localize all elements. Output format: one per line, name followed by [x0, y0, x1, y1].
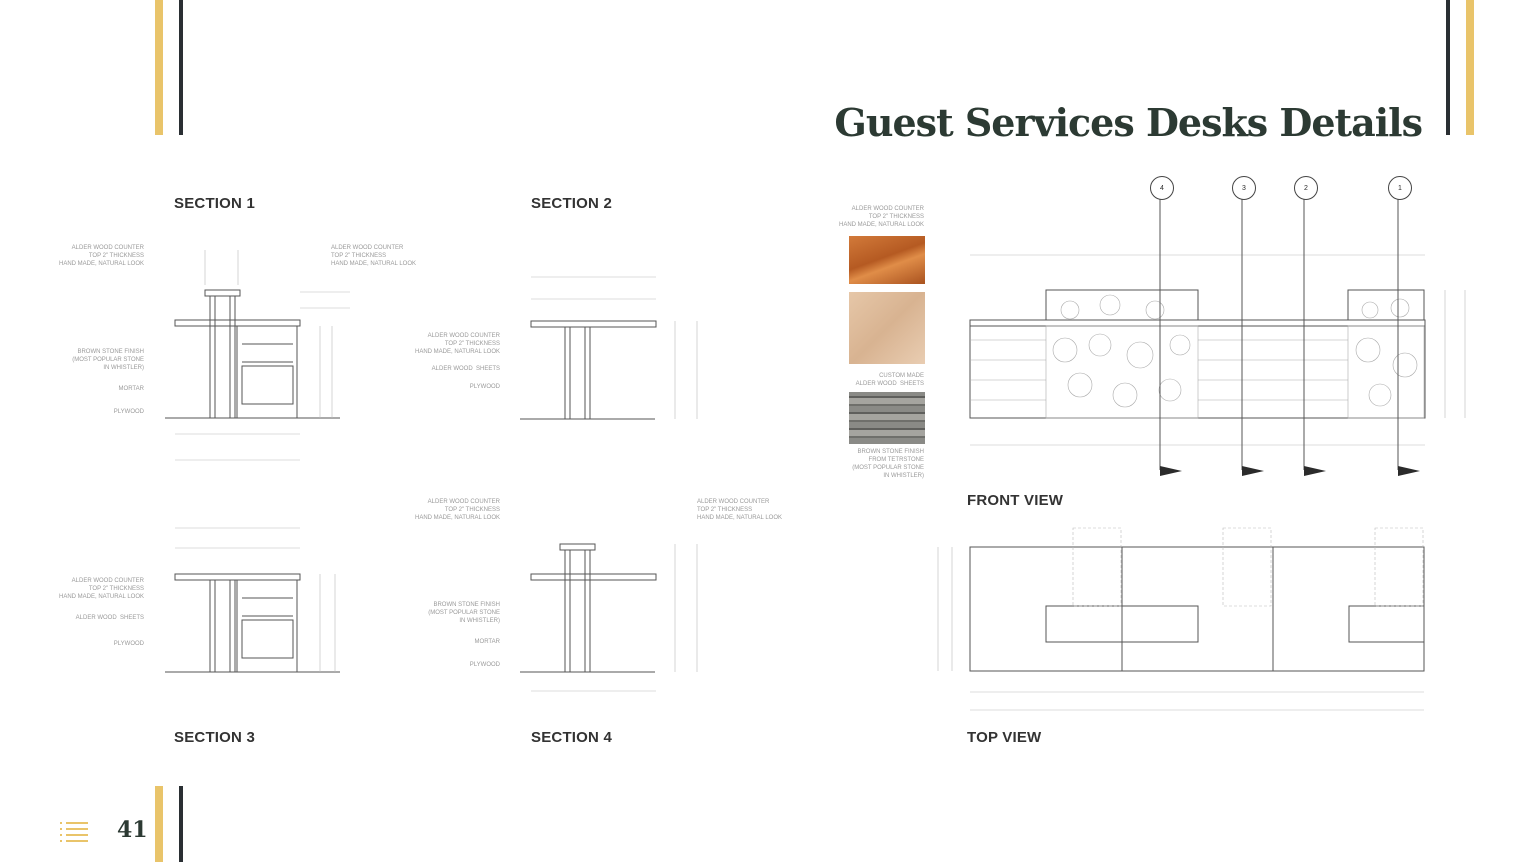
- alder-sheet-swatch: [849, 292, 925, 364]
- section-marker-4: 4: [1150, 176, 1174, 200]
- s4-note-counter-right: ALDER WOOD COUNTER TOP 2" THICKNESS HAND MADE, NATURAL LOOK: [697, 499, 783, 521]
- top-left-gold-bar: [155, 0, 163, 135]
- top-left-dark-bar: [179, 0, 183, 135]
- swatch-note-stone: BROWN STONE FINISH FROM TETRSTONE (MOST POPULAR STONE IN WHISTLER): [852, 449, 924, 479]
- top-view-label: TOP VIEW: [967, 729, 1042, 746]
- s4-note-mortar: MORTAR: [474, 639, 500, 645]
- top-view-drawing: [930, 520, 1430, 720]
- s3-note-counter: ALDER WOOD COUNTER TOP 2" THICKNESS HAND MADE, NATURAL LOOK: [58, 578, 144, 600]
- section-4-drawing: [515, 535, 715, 695]
- section-1-drawing: [160, 240, 360, 465]
- s3-note-plywood: PLYWOOD: [113, 641, 144, 647]
- s3-note-sheets: ALDER WOOD SHEETS: [75, 615, 144, 621]
- s2-note-sheets: ALDER WOOD SHEETS: [431, 366, 500, 372]
- s4-note-plywood: PLYWOOD: [469, 662, 500, 668]
- front-view-drawing: [960, 170, 1480, 480]
- bottom-left-dark-bar: [179, 786, 183, 862]
- top-right-gold-bar: [1466, 0, 1474, 135]
- section-3-drawing: [160, 518, 360, 678]
- swatch-note-sheets: CUSTOM MADE ALDER WOOD SHEETS: [855, 373, 924, 387]
- s2-note-counter: ALDER WOOD COUNTER TOP 2" THICKNESS HAND MADE, NATURAL LOOK: [414, 333, 500, 355]
- section-3-label: SECTION 3: [174, 729, 255, 746]
- section-2-drawing: [515, 265, 715, 425]
- top-right-dark-bar: [1446, 0, 1450, 135]
- s4-note-stone: BROWN STONE FINISH (MOST POPULAR STONE IN WHISTLER): [428, 602, 500, 624]
- swatch-note-counter: ALDER WOOD COUNTER TOP 2" THICKNESS HAND MADE, NATURAL LOOK: [838, 206, 924, 228]
- s1-note-counter-left: ALDER WOOD COUNTER TOP 2" THICKNESS HAND MADE, NATURAL LOOK: [58, 245, 144, 267]
- wood-counter-swatch: [849, 236, 925, 284]
- s1-note-mortar: MORTAR: [118, 386, 144, 392]
- s4-note-counter-left: ALDER WOOD COUNTER TOP 2" THICKNESS HAND MADE, NATURAL LOOK: [414, 499, 500, 521]
- s1-note-stone: BROWN STONE FINISH (MOST POPULAR STONE IN WHISTLER): [72, 349, 144, 371]
- s1-note-plywood: PLYWOOD: [113, 409, 144, 415]
- section-4-label: SECTION 4: [531, 729, 612, 746]
- section-1-label: SECTION 1: [174, 195, 255, 212]
- s2-note-plywood: PLYWOOD: [469, 384, 500, 390]
- stone-swatch: [849, 392, 925, 444]
- menu-icon[interactable]: [58, 820, 90, 842]
- bottom-left-gold-bar: [155, 786, 163, 862]
- section-marker-3: 3: [1232, 176, 1256, 200]
- section-marker-1: 1: [1388, 176, 1412, 200]
- section-marker-2: 2: [1294, 176, 1318, 200]
- s1-note-counter-right: ALDER WOOD COUNTER TOP 2" THICKNESS HAND MADE, NATURAL LOOK: [331, 245, 417, 267]
- front-view-label: FRONT VIEW: [967, 492, 1064, 509]
- page-number: 41: [117, 817, 148, 843]
- page-title: Guest Services Desks Details: [834, 100, 1422, 145]
- section-2-label: SECTION 2: [531, 195, 612, 212]
